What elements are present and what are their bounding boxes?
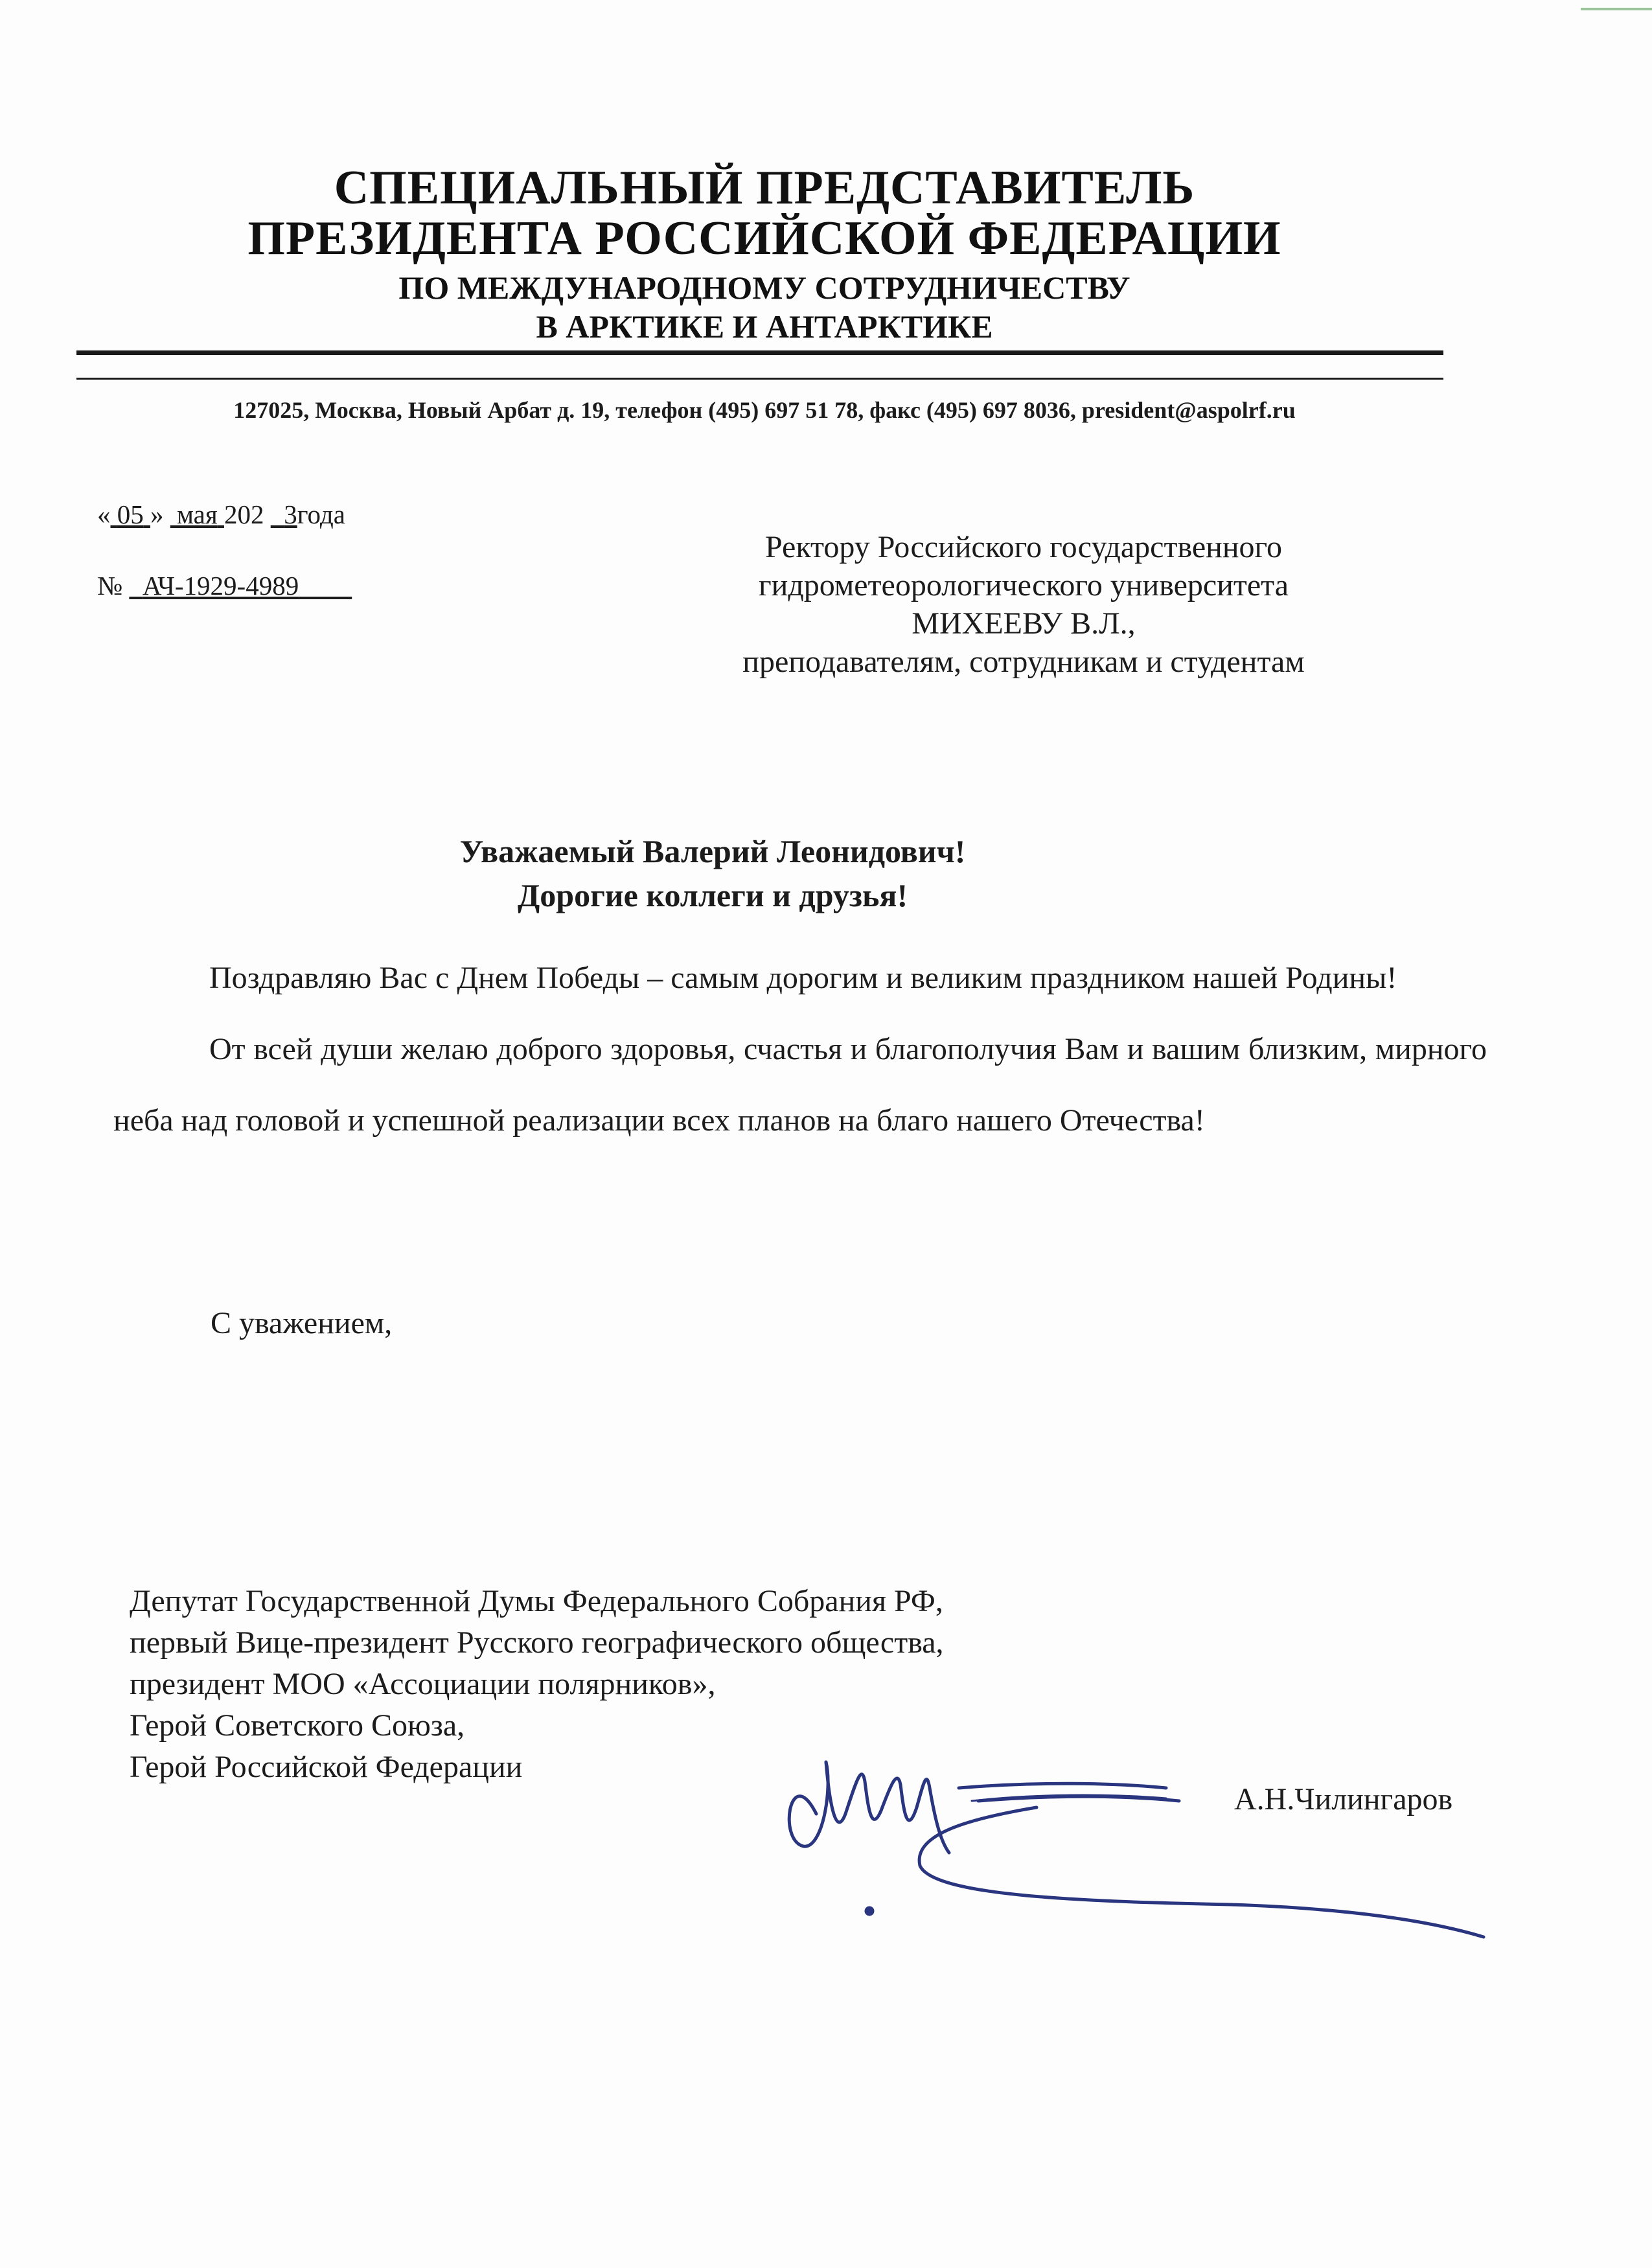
body-paragraph-1: Поздравляю Вас с Днем Победы – самым дорогим и великим праздником нашей Родины!	[209, 961, 1397, 995]
signatory-title-1: Депутат Государственной Думы Федерального Собрания РФ,	[130, 1584, 943, 1618]
reference-prefix: №	[97, 571, 123, 601]
salutation-line2: Дорогие коллеги и друзья!	[517, 877, 908, 913]
recipient-line2: гидрометеорологического университета	[758, 568, 1289, 603]
date-year-word: года	[297, 499, 345, 529]
letterhead-title-line4: В АРКТИКЕ И АНТАРКТИКЕ	[536, 308, 993, 345]
date-month: мая	[177, 499, 218, 529]
letterhead-address: 127025, Москва, Новый Арбат д. 19, телефон (495) 697 51 78, факс (495) 697 8036, president@aspolrf.ru	[233, 397, 1296, 423]
letterhead-title-line3: ПО МЕЖДУНАРОДНОМУ СОТРУДНИЧЕСТВУ	[398, 269, 1130, 306]
date-year-prefix: 202	[224, 499, 264, 529]
signatory-name: А.Н.Чилингаров	[1234, 1782, 1453, 1816]
letter-body	[113, 943, 1487, 1156]
recipient-line3: МИХЕЕВУ В.Л.,	[912, 606, 1136, 641]
date-day: 05	[117, 499, 144, 529]
recipient-line4: преподавателям, сотрудникам и студентам	[742, 645, 1305, 680]
scan-edge-mark	[1581, 8, 1652, 10]
letterhead-title-line1: СПЕЦИАЛЬНЫЙ ПРЕДСТАВИТЕЛЬ	[334, 161, 1195, 214]
signatory-title-4: Герой Советского Союза,	[130, 1708, 465, 1743]
signatory-title-2: первый Вице-президент Русского географического общества,	[130, 1625, 944, 1660]
closing-phrase: С уважением,	[211, 1306, 393, 1340]
body-paragraph-2: От всей души желаю доброго здоровья, счастья и благополучия Вам и вашим близким, мирного неба над головой и успешной реализации всех планов на благо нашего Отечества!	[113, 1032, 1487, 1138]
salutation-line1: Уважаемый Валерий Леонидович!	[459, 833, 966, 869]
date-open-quote: «	[97, 499, 111, 529]
recipient-block	[648, 528, 1399, 681]
recipient-line1: Ректору Российского государственного	[764, 530, 1283, 564]
letterhead-divider-thin	[76, 378, 1443, 380]
document-reference	[97, 570, 352, 601]
date-year-suffix: 3	[284, 499, 297, 529]
salutation-block	[227, 829, 1199, 917]
date-close-quote: »	[150, 499, 164, 529]
document-date	[97, 499, 345, 530]
signatory-title-3: президент МОО «Ассоциации полярников»,	[130, 1667, 716, 1701]
reference-number: АЧ-1929-4989	[142, 571, 299, 601]
letterhead-divider-thick	[76, 350, 1443, 355]
letterhead-title-line2: ПРЕЗИДЕНТА РОССИЙСКОЙ ФЕДЕРАЦИИ	[247, 212, 1281, 265]
handwritten-signature-icon	[764, 1723, 1516, 1943]
signatory-title-5: Герой Российской Федерации	[130, 1750, 523, 1784]
